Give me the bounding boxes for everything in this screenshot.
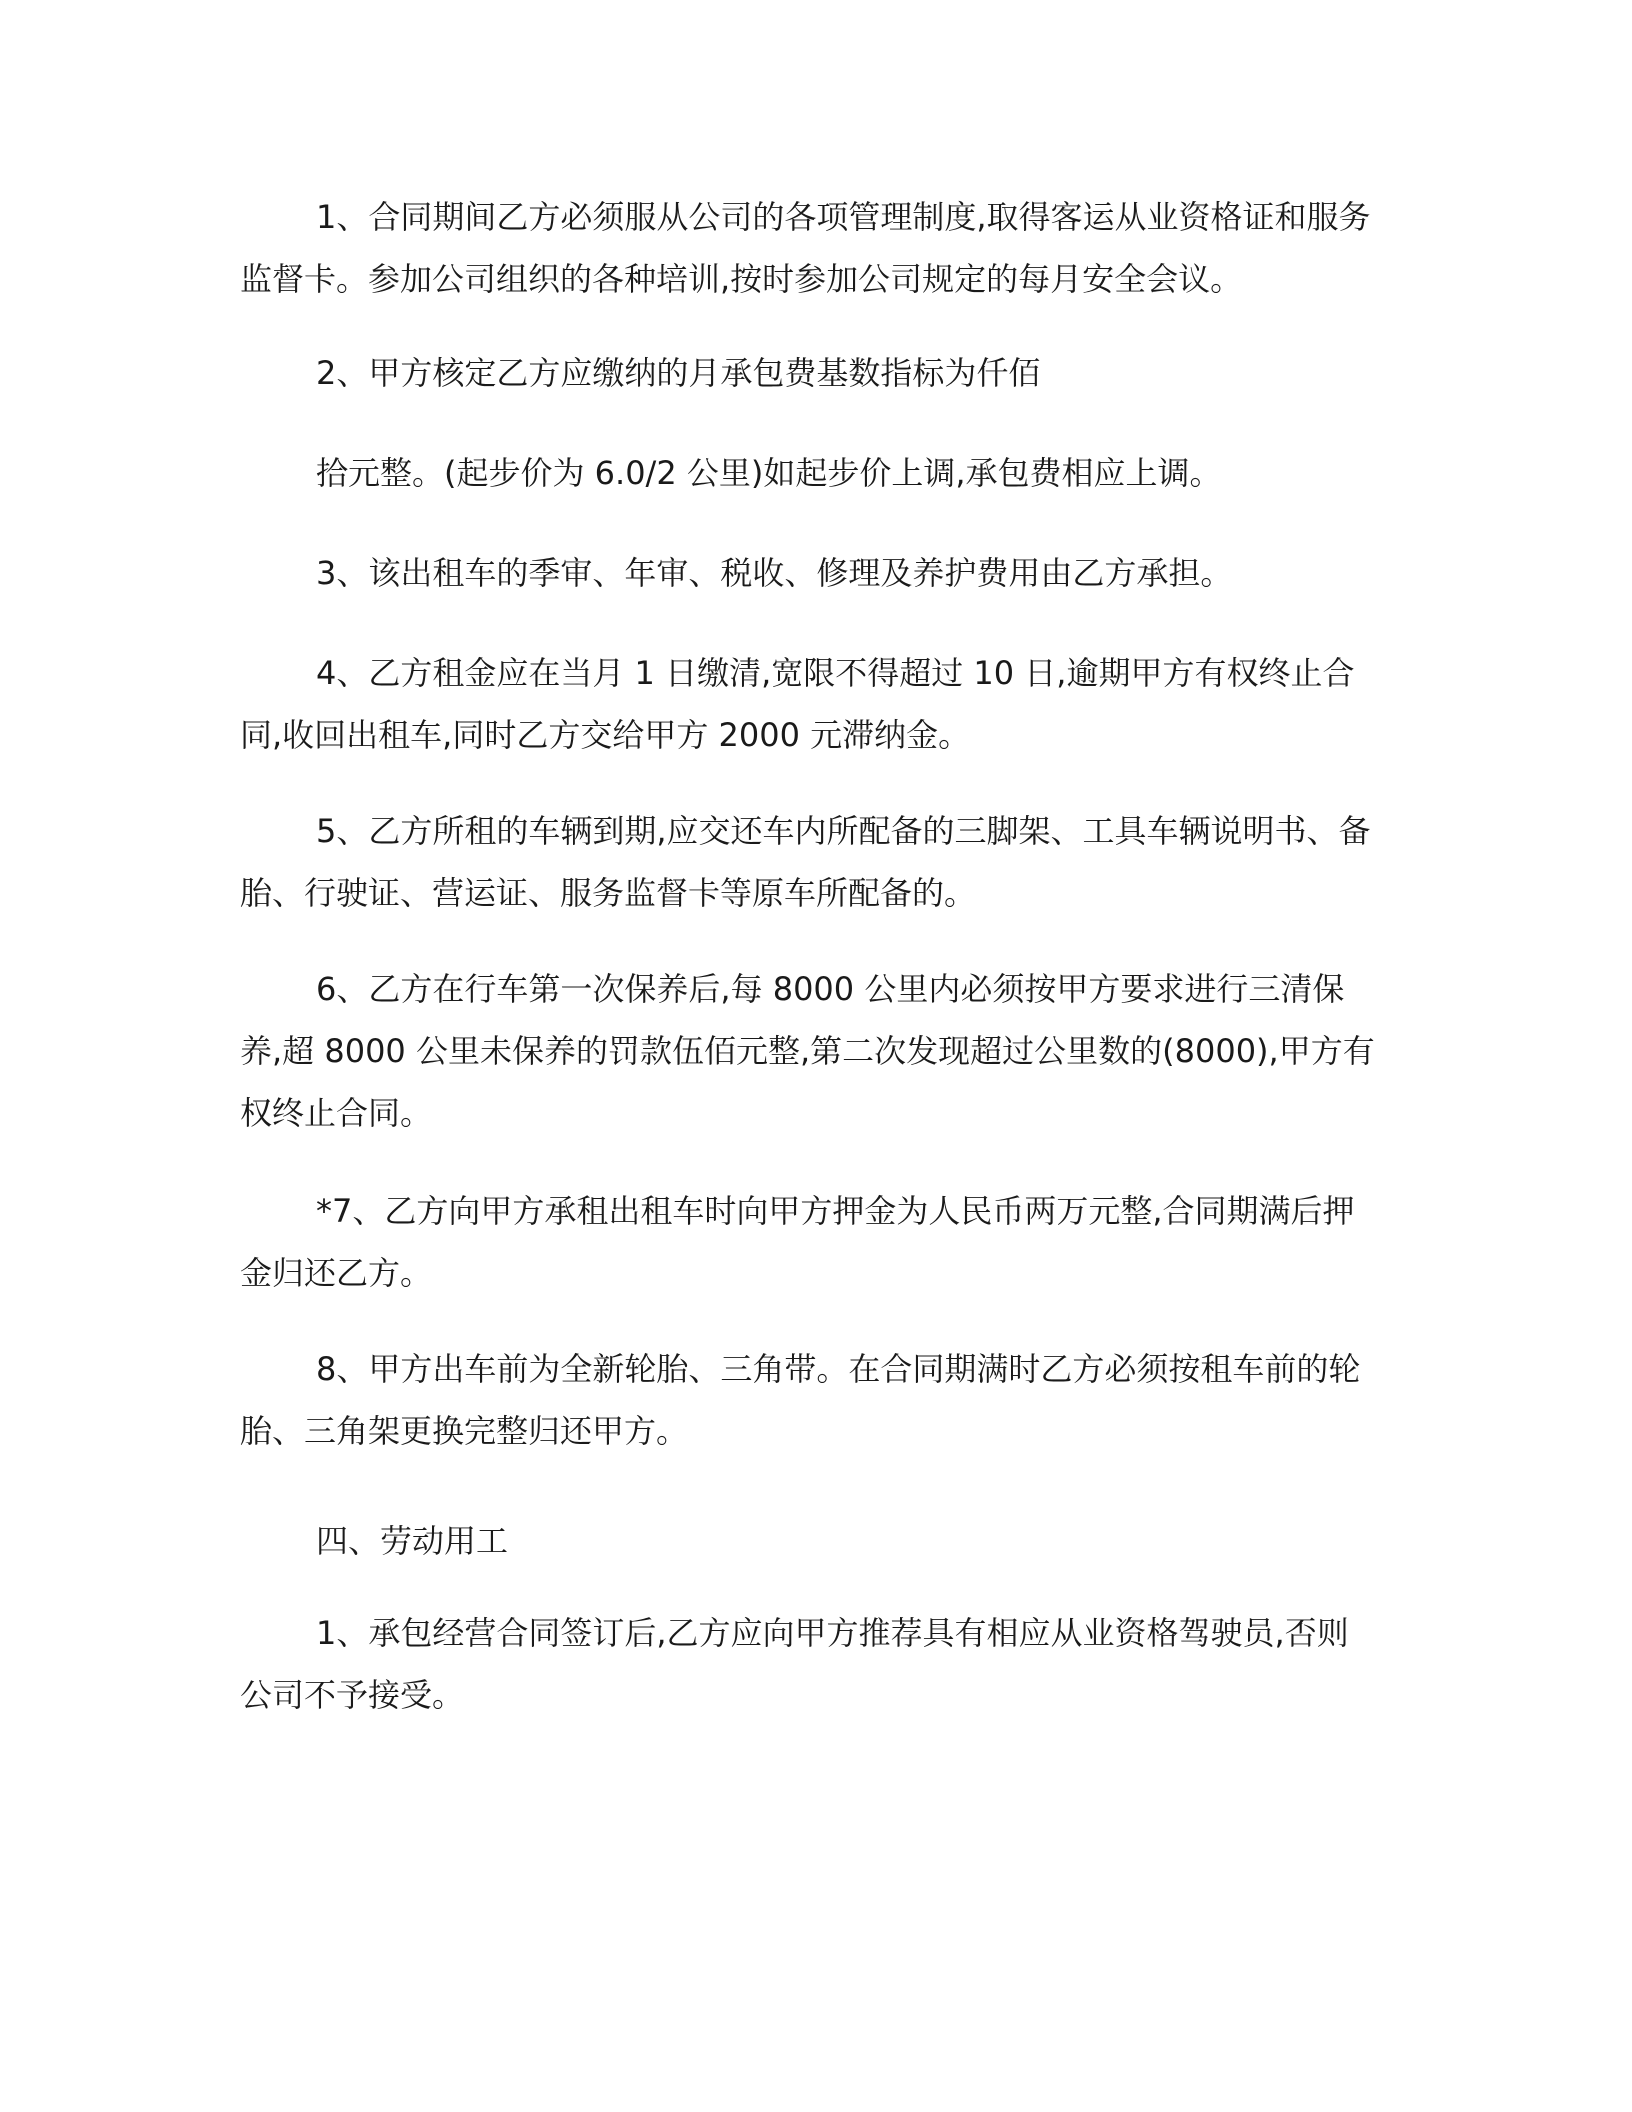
clause-1-management: 1、合同期间乙方必须服从公司的各项管理制度,取得客运从业资格证和服务监督卡。参加公司组织的各种培训,按时参加公司规定的每月安全会议。 (240, 198, 1371, 298)
clause-5-return-equipment: 5、乙方所租的车辆到期,应交还车内所配备的三脚架、工具车辆说明书、备胎、行驶证、营运证、服务监督卡等原车所配备的。 (240, 812, 1371, 912)
clause-3-costs: 3、该出租车的季审、年审、税收、修理及养护费用由乙方承担。 (316, 554, 1233, 592)
clause-2-fee-base: 2、甲方核定乙方应缴纳的月承包费基数指标为仟佰 (316, 354, 1041, 392)
section-4-clause-1: 1、承包经营合同签订后,乙方应向甲方推荐具有相应从业资格驾驶员,否则公司不予接受。 (240, 1614, 1349, 1714)
clause-8-tires: 8、甲方出车前为全新轮胎、三角带。在合同期满时乙方必须按租车前的轮胎、三角架更换完整归还甲方。 (240, 1350, 1361, 1450)
clause-6-maintenance: 6、乙方在行车第一次保养后,每 8000 公里内必须按甲方要求进行三清保养,超 8000 公里未保养的罚款伍佰元整,第二次发现超过公里数的(8000),甲方有权终止合同。 (240, 970, 1375, 1132)
clause-2-fee-continuation: 拾元整。(起步价为 6.0/2 公里)如起步价上调,承包费相应上调。 (316, 454, 1222, 492)
section-4-heading: 四、劳动用工 (316, 1522, 509, 1560)
clause-4-rent: 4、乙方租金应在当月 1 日缴清,宽限不得超过 10 日,逾期甲方有权终止合同,收回出租车,同时乙方交给甲方 2000 元滞纳金。 (240, 654, 1355, 754)
clause-7-deposit: *7、乙方向甲方承租出租车时向甲方押金为人民币两万元整,合同期满后押金归还乙方。 (240, 1192, 1355, 1292)
